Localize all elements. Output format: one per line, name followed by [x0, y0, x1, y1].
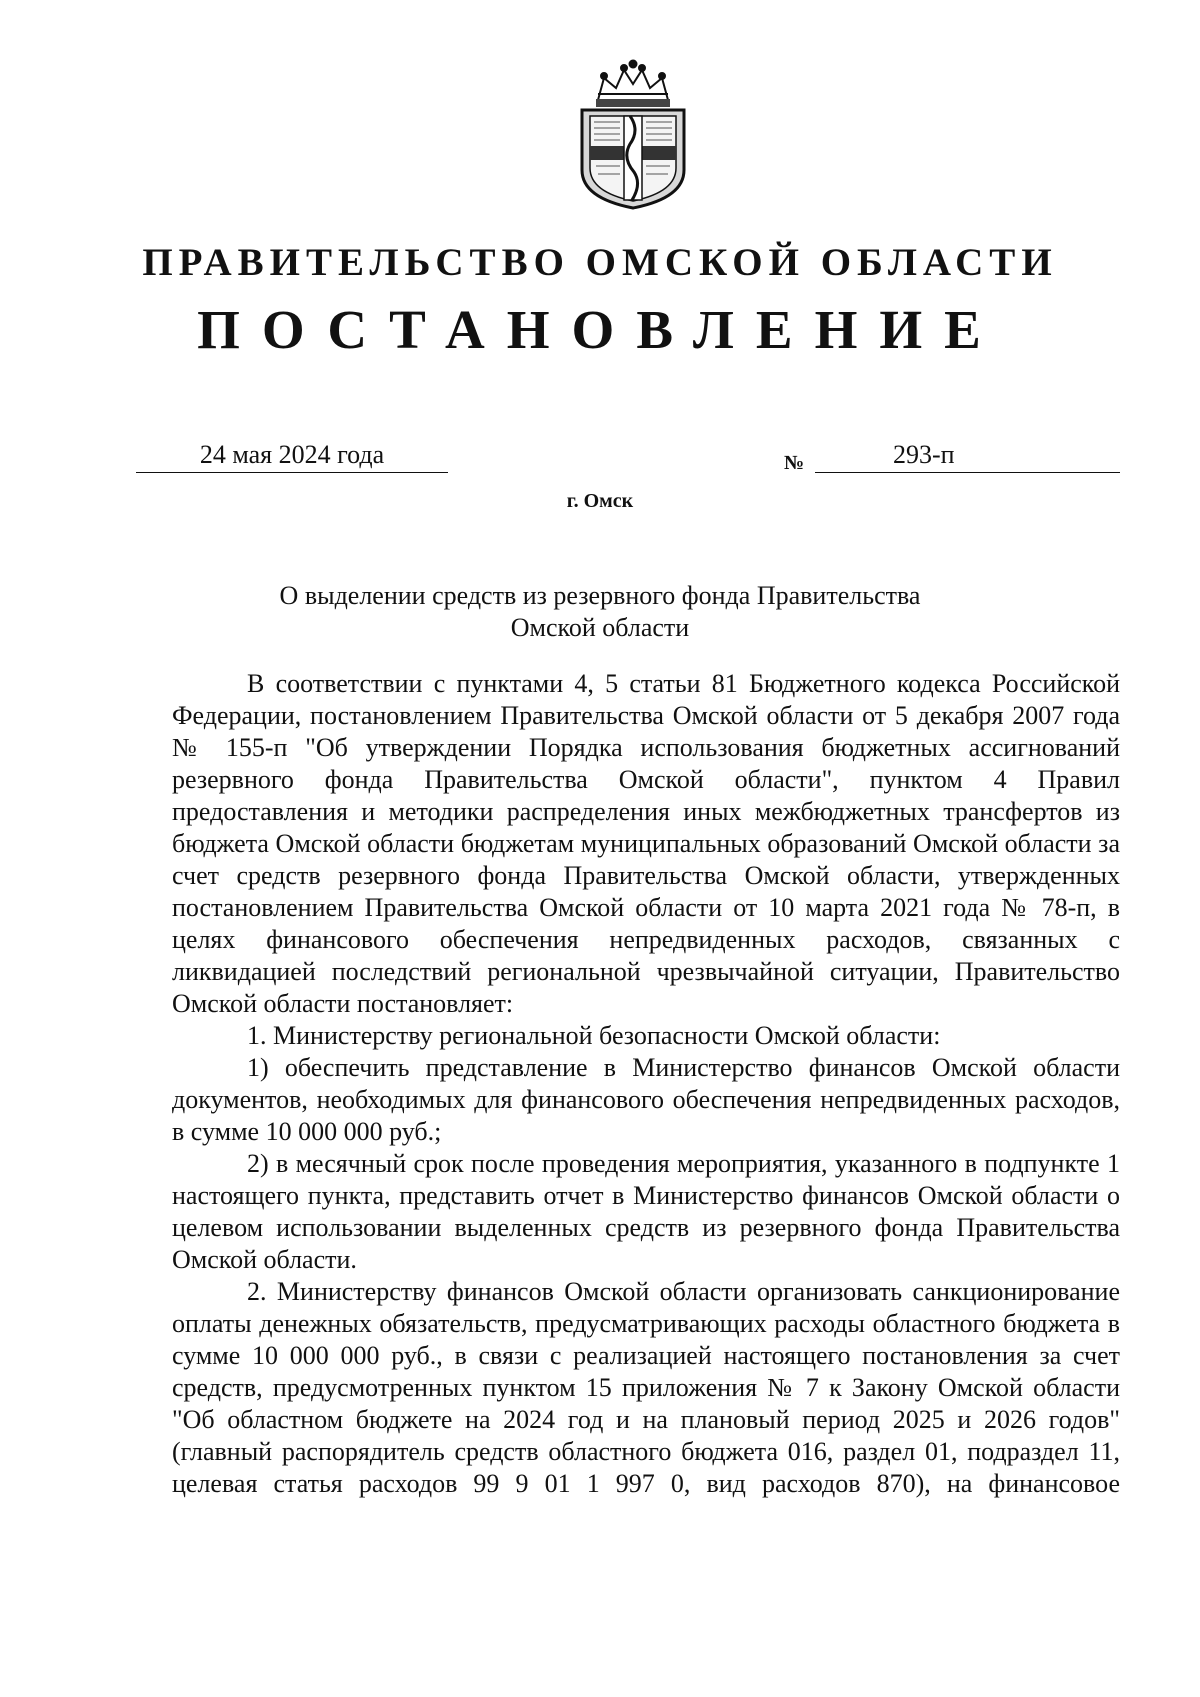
clause-1-item-1: 1) обеспечить представление в Министерство финансов Омской области документов, необходимых для финансового обеспечения непредвиденных расходов, в сумме 10 000 000 руб.;: [172, 1053, 1120, 1146]
document-city: г. Омск: [566, 490, 634, 512]
number-sign: №: [784, 452, 805, 474]
document-body: [172, 668, 1120, 1500]
document-type: ПОСТАНОВЛЕНИЕ: [197, 299, 1003, 360]
organization-name: ПРАВИТЕЛЬСТВО ОМСКОЙ ОБЛАСТИ: [142, 241, 1058, 284]
document-title-line-2: Омской области: [510, 613, 690, 642]
clause-1-item-2: 2) в месячный срок после проведения мероприятия, указанного в подпункте 1 настоящего пункта, представить отчет в Министерство финансов Омской области о целевом использовании выделенных средств из резервного фонда Правительства Омской области.: [172, 1149, 1120, 1274]
document-number-field: [815, 440, 1120, 473]
preamble-paragraph: В соответствии с пунктами 4, 5 статьи 81 Бюджетного кодекса Российской Федерации, постановлением Правительства Омской области от 5 декабря 2007 года № 155-п "Об утверждении Порядка использования бюджетных ассигнований резервного фонда Правительства Омской области", пунктом 4 Правил предоставления и методики распределения иных межбюджетных трансфертов из бюджета Омской области бюджетам муниципальных образований Омской области за счет средств резервного фонда Правительства Омской области, утвержденных постановлением Правительства Омской области от 10 марта 2021 года № 78-п, в целях финансового обеспечения непредвиденных расходов, связанных с ликвидацией последствий региональной чрезвычайной ситуации, Правительство Омской области постановляет:: [172, 669, 1120, 1018]
document-number: 293-п: [893, 440, 955, 469]
clause-1: 1. Министерству региональной безопасности Омской области:: [247, 1021, 941, 1050]
clause-2: 2. Министерству финансов Омской области организовать санкционирование оплаты денежных обязательств, предусматривающих расходы областного бюджета в сумме 10 000 000 руб., в связи с реализацией настоящего постановления за счет средств, предусмотренных пунктом 15 приложения № 7 к Закону Омской области "Об областном бюджете на 2024 год и на плановый период 2025 и 2026 годов" (главный распорядитель средств областного бюджета 016, раздел 01, подраздел 11, целевая статья расходов 99 9 01 1 997 0, вид расходов 870), на финансовое: [172, 1277, 1120, 1498]
document-title-line-1: О выделении средств из резервного фонда Правительства: [279, 581, 921, 610]
document-date: 24 мая 2024 года: [136, 440, 448, 473]
coat-of-arms-icon: [568, 58, 698, 210]
document-title: [0, 580, 1200, 644]
